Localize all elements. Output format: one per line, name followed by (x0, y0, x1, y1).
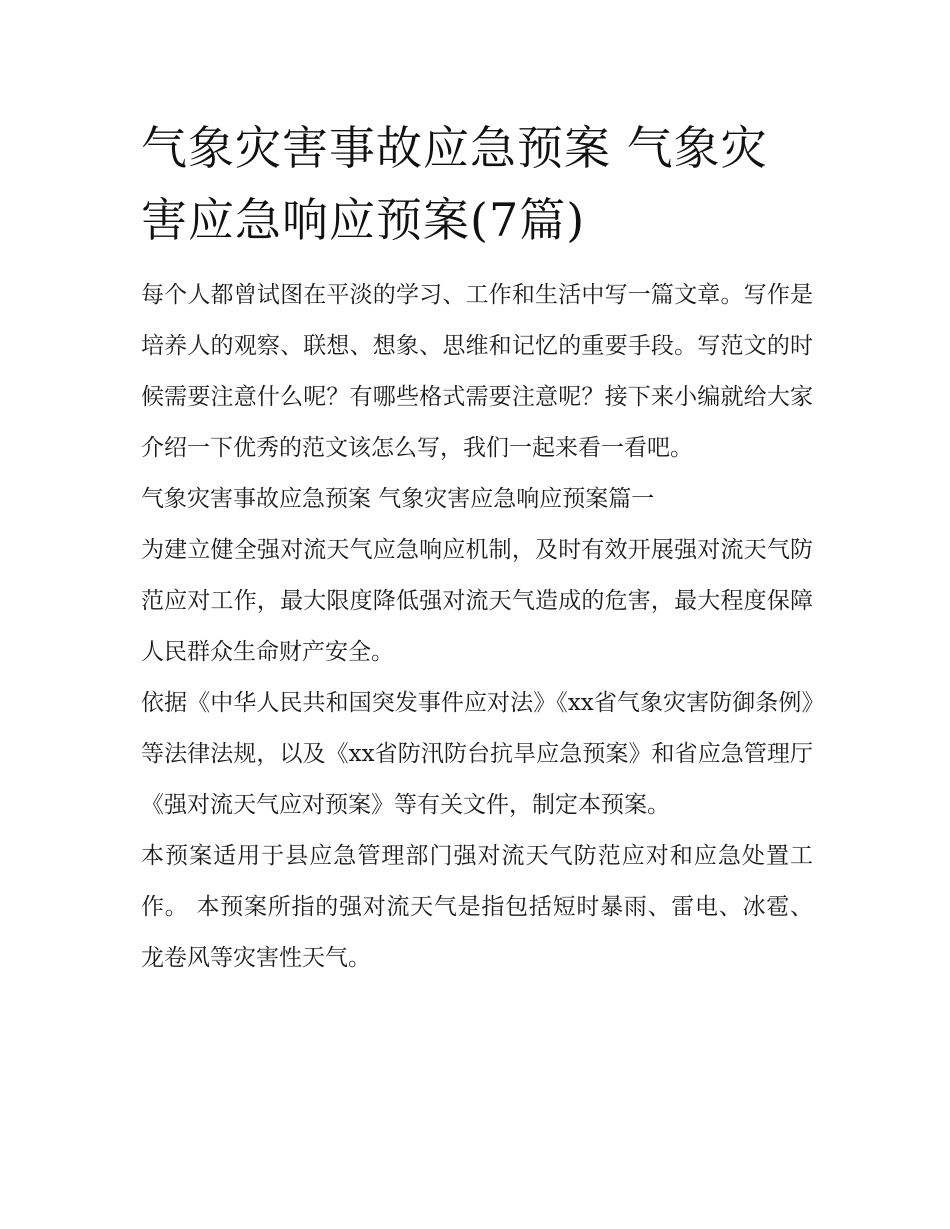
document-title: 气象灾害事故应急预案 气象灾害应急响应预案(7篇) (141, 121, 768, 247)
section-heading: 气象灾害事故应急预案 气象灾害应急响应预案篇一 (141, 486, 655, 512)
scope-paragraph: 本预案适用于县应急管理部门强对流天气防范应对和应急处置工作。 本预案所指的强对流天气是指包括短时暴雨、雷电、冰雹、龙卷风等灾害性天气。 (141, 843, 813, 971)
purpose-paragraph: 为建立健全强对流天气应急响应机制，及时有效开展强对流天气防范应对工作，最大限度降低强对流天气造成的危害，最大程度保障人民群众生命财产安全。 (141, 537, 813, 665)
intro-paragraph: 每个人都曾试图在平淡的学习、工作和生活中写一篇文章。写作是培养人的观察、联想、想象、思维和记忆的重要手段。写范文的时候需要注意什么呢？有哪些格式需要注意呢？接下来小编就给大家介绍一下优秀的范文该怎么写，我们一起来看一看吧。 (141, 282, 813, 461)
document-body (141, 112, 813, 984)
basis-paragraph: 依据《中华人民共和国突发事件应对法》《xx省气象灾害防御条例》等法律法规，以及《xx省防汛防台抗旱应急预案》和省应急管理厅《强对流天气应对预案》等有关文件，制定本预案。 (141, 690, 813, 818)
